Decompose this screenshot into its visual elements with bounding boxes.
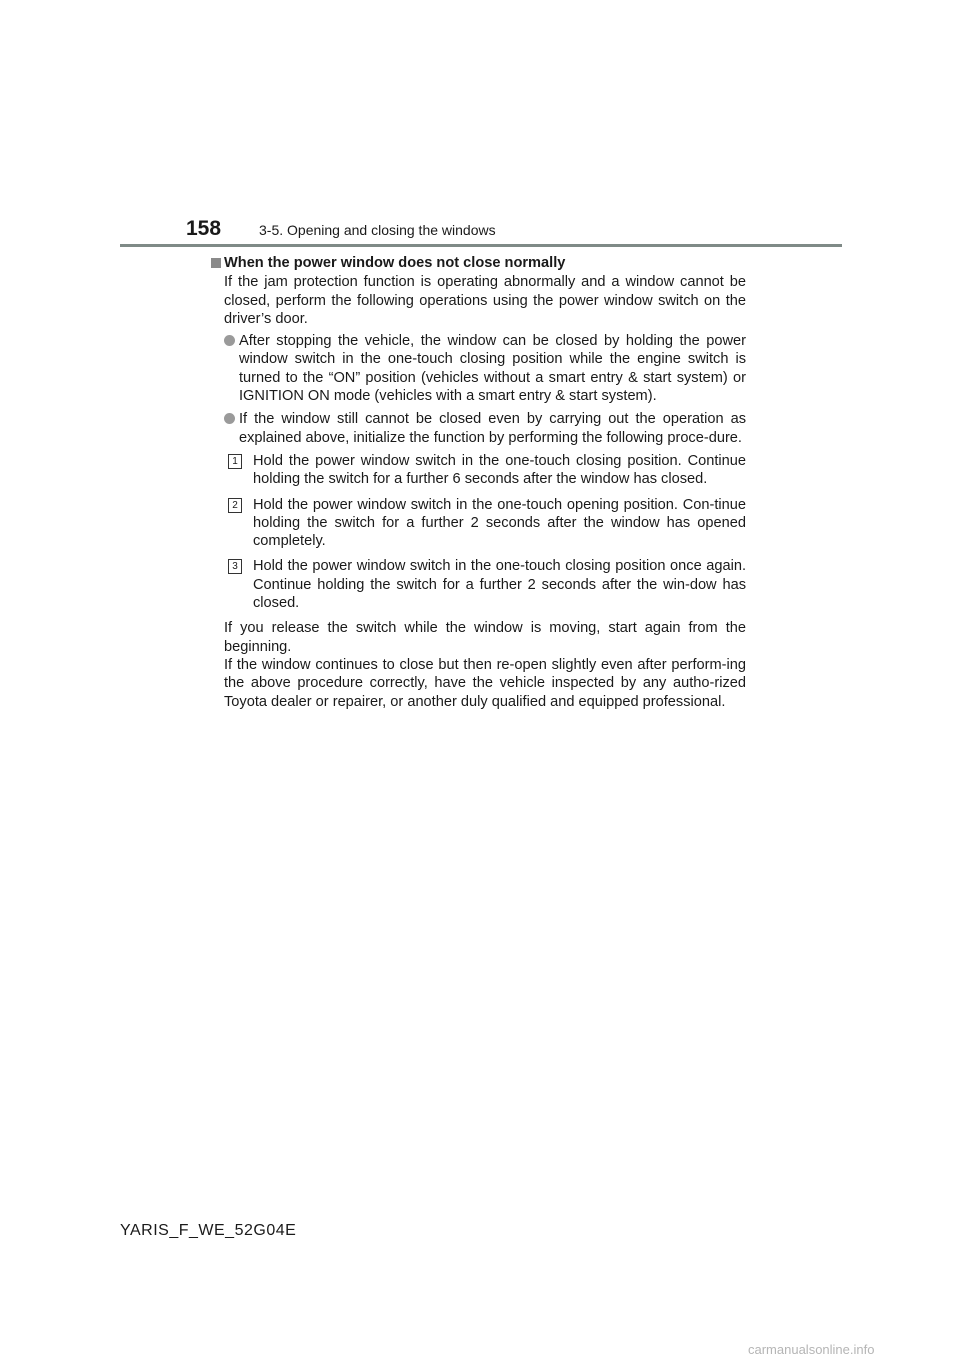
subsection-heading-text: When the power window does not close normally: [224, 255, 566, 271]
procedure-step: [224, 452, 746, 489]
round-bullet-icon: [224, 413, 235, 424]
procedure-step: [224, 496, 746, 551]
header-rule: [120, 244, 842, 247]
outro-paragraph-restart: If you release the switch while the window is moving, start again from the beginning.: [224, 620, 746, 655]
step-number-badge: 3: [228, 559, 242, 574]
step-text: Hold the power window switch in the one-touch closing position. Continue holding the switch for a further 6 seconds after the window has closed.: [253, 452, 746, 488]
document-code: YARIS_F_WE_52G04E: [120, 1222, 297, 1239]
step-text: Hold the power window switch in the one-touch opening position. Con-tinue holding the switch for a further 2 seconds after the window has opened completely.: [253, 496, 746, 550]
page-number: 158: [186, 217, 222, 240]
watermark: carmanualsonline.info: [748, 1342, 875, 1357]
subsection-heading: [224, 254, 746, 272]
round-bullet-icon: [224, 335, 235, 346]
step-number-badge: 2: [228, 498, 242, 513]
outro-paragraph-inspection: If the window continues to close but then re-open slightly even after perform-ing the above procedure correctly, have the vehicle inspected by any autho-rized Toyota dealer or repairer, or another duly qualified and equipped professional.: [224, 656, 746, 710]
main-content: [224, 254, 746, 711]
square-bullet-icon: [211, 258, 221, 268]
bullet-text: If the window still cannot be closed even by carrying out the operation as explained above, initialize the function by performing the following proce-dure.: [239, 411, 746, 446]
bullet-item: [224, 332, 746, 405]
step-number-badge: 1: [228, 454, 242, 469]
section-title: 3-5. Opening and closing the windows: [259, 222, 496, 238]
bullet-text: After stopping the vehicle, the window can be closed by holding the power window switch in the one-touch closing position while the engine switch is turned to the “ON” position (vehicles without a smart entry & start system) or IGNITION ON mode (vehicles with a smart entry & start system).: [239, 333, 746, 405]
step-text: Hold the power window switch in the one-touch closing position once again. Continue holding the switch for a further 2 seconds after the win-dow has closed.: [253, 558, 746, 612]
intro-paragraph: If the jam protection function is operating abnormally and a window cannot be closed, perform the following operations using the power window switch on the driver’s door.: [224, 274, 746, 327]
bullet-item: [224, 410, 746, 447]
procedure-step: [224, 557, 746, 612]
